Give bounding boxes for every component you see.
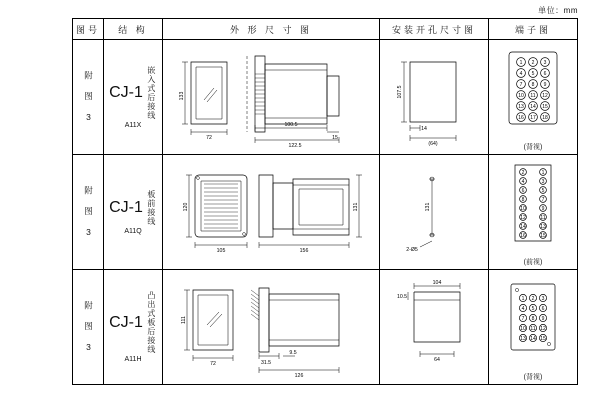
terminal-view-label-2: (前视) [523, 259, 543, 266]
svg-text:5: 5 [541, 188, 545, 194]
svg-text:10.5: 10.5 [396, 294, 408, 300]
structure-model-3: CJ-1 [109, 313, 143, 331]
outline-cell-1 [162, 40, 379, 155]
terminal-cell-1 [488, 40, 577, 155]
svg-text:9.5: 9.5 [289, 350, 297, 356]
table-row [73, 155, 578, 270]
svg-text:1: 1 [521, 296, 525, 302]
svg-text:105: 105 [216, 248, 226, 254]
structure-cell-3 [104, 270, 163, 385]
svg-text:2: 2 [521, 170, 525, 176]
svg-text:13: 13 [540, 224, 546, 230]
svg-text:15: 15 [540, 336, 546, 342]
svg-text:8: 8 [521, 197, 525, 203]
svg-text:4: 4 [521, 306, 525, 312]
svg-text:107.5: 107.5 [396, 85, 403, 99]
svg-text:9: 9 [541, 316, 545, 322]
svg-text:64: 64 [434, 357, 440, 363]
svg-text:14: 14 [530, 104, 536, 110]
structure-model-2: CJ-1 [109, 198, 143, 216]
structure-desc-2: 板前接线 [146, 189, 156, 226]
svg-text:2: 2 [531, 296, 535, 302]
outline-drawing-2 [163, 155, 379, 269]
header-outline: 外 形 尺 寸 图 [162, 19, 379, 40]
svg-text:1: 1 [541, 170, 545, 176]
svg-text:13: 13 [520, 336, 526, 342]
header-fig-no: 图号 [73, 19, 104, 40]
svg-text:12: 12 [520, 215, 526, 221]
mounting-drawing-1 [380, 40, 488, 154]
terminal-drawing-3 [489, 270, 577, 370]
svg-text:17: 17 [530, 115, 536, 121]
header-structure: 结 构 [104, 19, 163, 40]
svg-text:9: 9 [543, 82, 547, 88]
table-row [73, 270, 578, 385]
svg-text:11: 11 [530, 326, 536, 332]
structure-model-1: CJ-1 [109, 83, 143, 101]
svg-text:100.5: 100.5 [284, 122, 298, 128]
svg-text:8: 8 [531, 82, 535, 88]
svg-text:131: 131 [352, 202, 359, 212]
svg-text:12: 12 [542, 93, 548, 99]
svg-text:15: 15 [542, 104, 548, 110]
svg-text:11: 11 [530, 93, 536, 99]
svg-text:1: 1 [519, 60, 523, 66]
fig-no-text-2: 附 图 3 [83, 186, 94, 238]
terminal-view-label-1: (背视) [523, 144, 543, 151]
svg-text:156: 156 [299, 248, 309, 254]
svg-text:8: 8 [531, 316, 535, 322]
svg-text:12: 12 [540, 326, 546, 332]
svg-text:6: 6 [543, 71, 547, 77]
svg-text:(64): (64) [428, 141, 438, 147]
unit-note: 单位：mm [538, 6, 578, 15]
mounting-drawing-2 [380, 155, 488, 269]
svg-text:72: 72 [206, 135, 212, 141]
svg-text:14: 14 [520, 224, 526, 230]
specification-table [72, 18, 578, 385]
outline-cell-3 [162, 270, 379, 385]
svg-text:5: 5 [531, 71, 535, 77]
outline-drawing-1 [163, 40, 379, 154]
terminal-drawing-1 [489, 40, 577, 140]
table-header-row [73, 19, 578, 40]
mounting-cell-3 [379, 270, 488, 385]
svg-text:120: 120 [182, 202, 189, 212]
terminal-drawing-2 [489, 155, 577, 255]
svg-text:133: 133 [178, 91, 185, 101]
svg-text:11: 11 [540, 215, 546, 221]
svg-text:7: 7 [521, 316, 525, 322]
svg-text:16: 16 [518, 115, 524, 121]
fig-no-cell-1 [73, 40, 104, 155]
svg-text:10: 10 [520, 206, 526, 212]
svg-text:14: 14 [421, 126, 427, 132]
svg-text:72: 72 [210, 361, 216, 367]
svg-text:14: 14 [530, 336, 536, 342]
structure-code-1: A11X [124, 121, 142, 129]
svg-text:2-Ø5: 2-Ø5 [406, 247, 418, 253]
svg-text:31.5: 31.5 [260, 360, 272, 366]
svg-text:5: 5 [531, 306, 535, 312]
structure-code-2: A11Q [124, 227, 142, 235]
structure-desc-1: 嵌入式后接线 [146, 65, 156, 120]
header-terminal: 端子图 [488, 19, 577, 40]
svg-text:13: 13 [518, 104, 524, 110]
fig-no-cell-3 [73, 270, 104, 385]
svg-text:3: 3 [541, 179, 545, 185]
header-mounting: 安装开孔尺寸图 [379, 19, 488, 40]
outline-cell-2 [162, 155, 379, 270]
fig-no-cell-2 [73, 155, 104, 270]
svg-text:4: 4 [519, 71, 523, 77]
svg-text:6: 6 [541, 306, 545, 312]
svg-text:18: 18 [542, 115, 548, 121]
svg-text:122.5: 122.5 [288, 143, 302, 149]
svg-text:111: 111 [180, 316, 187, 324]
svg-text:7: 7 [519, 82, 523, 88]
svg-text:9: 9 [541, 206, 545, 212]
table-row [73, 40, 578, 155]
mounting-cell-1 [379, 40, 488, 155]
svg-text:15: 15 [332, 135, 338, 141]
svg-text:126: 126 [294, 373, 304, 379]
mounting-drawing-3 [380, 270, 488, 384]
svg-text:3: 3 [543, 60, 547, 66]
svg-text:15: 15 [540, 233, 546, 239]
svg-text:131: 131 [424, 202, 431, 212]
structure-desc-3: 凸出式板后接线 [146, 291, 156, 354]
svg-text:3: 3 [541, 296, 545, 302]
outline-drawing-3 [163, 270, 379, 384]
fig-no-text-3: 附 图 3 [83, 301, 94, 353]
structure-cell-2 [104, 155, 163, 270]
svg-text:7: 7 [541, 197, 545, 203]
fig-no-text-1: 附 图 3 [83, 71, 94, 123]
structure-code-3: A11H [124, 356, 142, 363]
structure-cell-1 [104, 40, 163, 155]
mounting-cell-2 [379, 155, 488, 270]
svg-text:16: 16 [520, 233, 526, 239]
svg-text:2: 2 [531, 60, 535, 66]
svg-text:6: 6 [521, 188, 525, 194]
svg-text:104: 104 [432, 280, 442, 286]
svg-text:10: 10 [518, 93, 524, 99]
terminal-view-label-3: (背视) [523, 374, 543, 381]
terminal-cell-2 [488, 155, 577, 270]
svg-text:10: 10 [520, 326, 526, 332]
svg-text:4: 4 [521, 179, 525, 185]
terminal-cell-3 [488, 270, 577, 385]
